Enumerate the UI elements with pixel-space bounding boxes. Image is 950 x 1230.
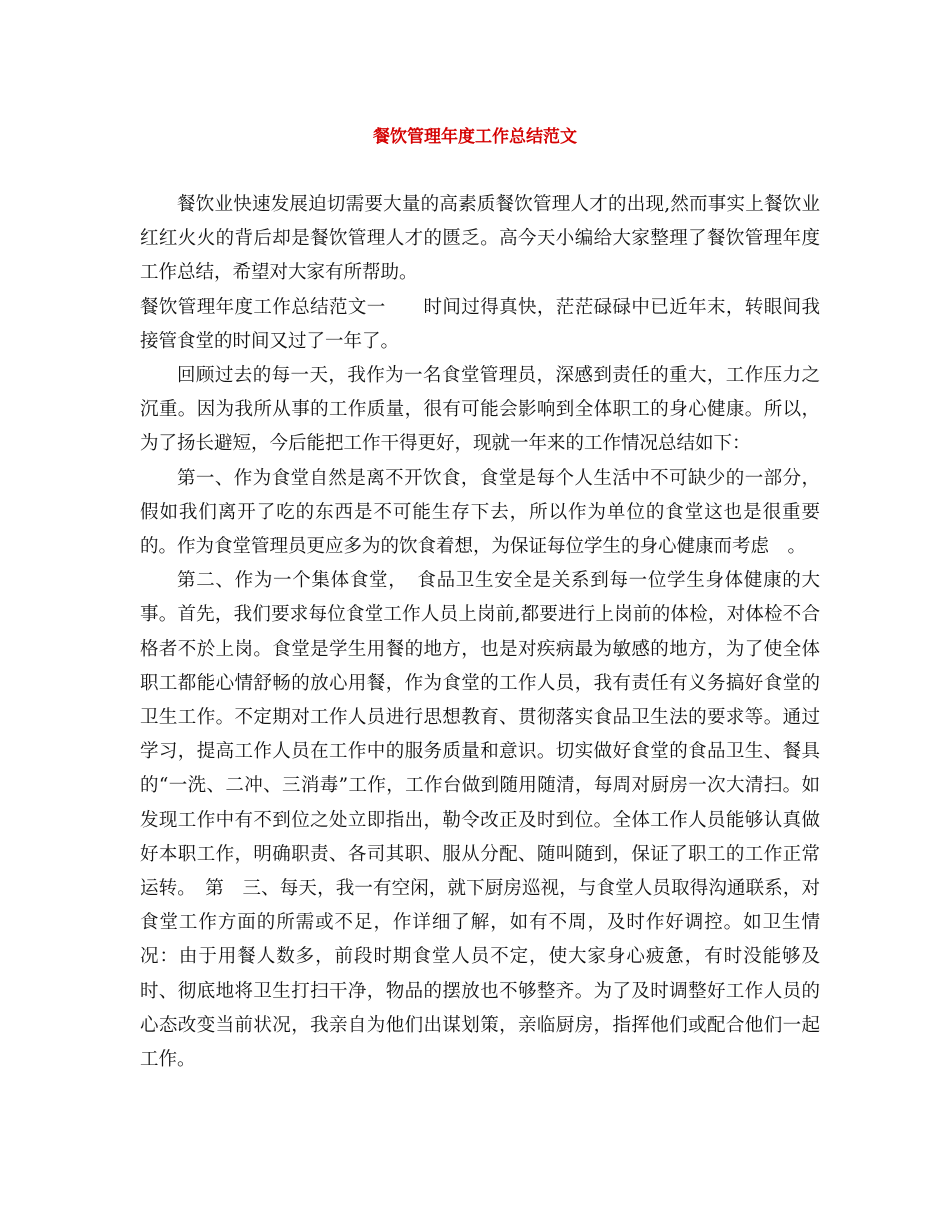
paragraph-section-one-heading: 餐饮管理年度工作总结范文一 时间过得真快，茫茫碌碌中已近年末，转眼间我接管食堂的时间又过了一年了。 — [140, 296, 820, 352]
paragraph-point-one: 第一、作为食堂自然是离不开饮食，食堂是每个人生活中不可缺少的一部分，假如我们离开了吃的东西是不可能生存下去，所以作为单位的食堂这也是很重要的。作为食堂管理员更应多为的饮食着想，为保证每位学生的身心健康而考虑 。 — [140, 467, 820, 558]
document-title: 餐饮管理年度工作总结范文 — [373, 127, 577, 147]
paragraph-point-two: 第二、作为一个集体食堂， 食品卫生安全是关系到每一位学生身体健康的大事。首先，我们要求每位食堂工作人员上岗前,都要进行上岗前的体检，对体检不合格者不於上岗。食堂是学生用餐的地方，也是对疾病最为敏感的地方，为了使全体职工都能心情舒畅的放心用餐，作为食堂的工作人员，我有责任有义务搞好食堂的卫生工作。不定期对工作人员进行思想教育、贯彻落实食品卫生法的要求等。通过学习，提高工作人员在工作中的服务质量和意识。切实做好食堂的食品卫生、餐具的“一洗、二冲、三消毒”工作，工作台做到随用随清，每周对厨房一次大清扫。如发现工作中有不到位之处立即指出，勒令改正及时到位。全体工作人员能够认真做好本职工作，明确职责、各司其职、服从分配、随叫随到，保证了职工的工作正常运转。 第 三、每天，我一有空闲，就下厨房巡视，与食堂人员取得沟通联系，对食堂工作方面的所需或不足，作详细了解，如有不周，及时作好调控。如卫生情况：由于用餐人数多，前段时期食堂人员不定，使大家身心疲惫，有时没能够及时、彻底地将卫生打扫干净，物品的摆放也不够整齐。为了及时调整好工作人员的心态改变当前状况，我亲自为他们出谋划策，亲临厨房，指挥他们或配合他们一起工作。 — [140, 570, 820, 1071]
paragraph-intro: 餐饮业快速发展迫切需要大量的高素质餐饮管理人才的出现,然而事实上餐饮业红红火火的背后却是餐饮管理人才的匮乏。高今天小编给大家整理了餐饮管理年度工作总结，希望对大家有所帮助。 — [140, 194, 820, 284]
document-body — [140, 188, 820, 1077]
paragraph-review: 回顾过去的每一天，我作为一名食堂管理员，深感到责任的重大，工作压力之沉重。因为我所从事的工作质量，很有可能会影响到全体职工的身心健康。所以，为了扬长避短，今后能把工作干得更好，现就一年来的工作情况总结如下： — [140, 365, 820, 455]
